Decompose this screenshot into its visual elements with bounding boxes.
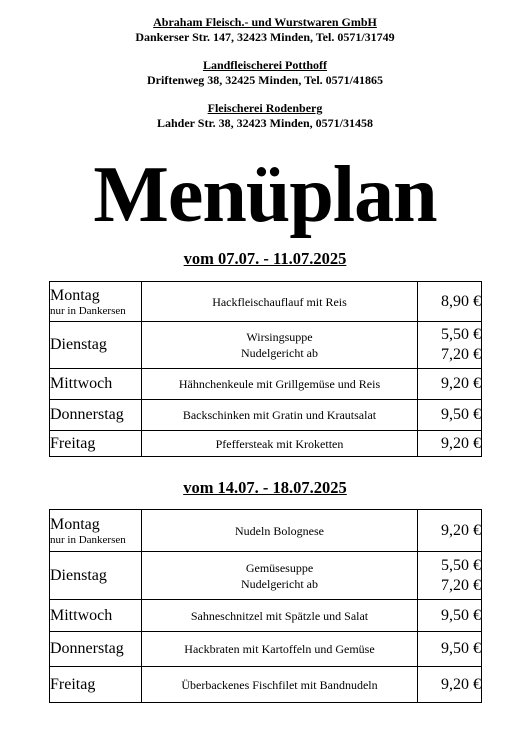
menu-row-montag [50,510,482,552]
day-name: Freitag [50,434,96,452]
shop-1 [0,15,530,45]
dish-cell [142,431,418,457]
price: 9,20 € [441,375,481,392]
price: 7,20 € [441,346,481,363]
day-name: Mittwoch [50,606,113,624]
day-cell [50,667,142,703]
dish-cell [142,510,418,552]
dish-line: Wirsingsuppe [246,330,313,344]
day-name: Freitag [50,675,96,693]
shop-addresses [0,15,530,144]
week-2-menu-table [49,509,482,703]
dish-line: Gemüsesuppe [245,560,314,575]
day-note: nur in Dankersen [50,533,126,546]
dish-cell [142,632,418,667]
price: 5,50 € [441,556,481,574]
week-1-menu-table [49,281,482,457]
day-cell [50,600,142,632]
day-cell [50,552,142,600]
shop-3 [0,101,530,131]
dish-cell [142,600,418,632]
price-cell [418,431,482,457]
shop-address: Driftenweg 38, 32425 Minden, Tel. 0571/41865 [147,73,383,87]
price: 9,50 € [441,606,481,624]
day-name: Montag [50,286,100,304]
menu-row-freitag [50,431,482,457]
menu-row-mittwoch [50,600,482,632]
day-cell [50,369,142,400]
dish-line: Pfeffersteak mit Kroketten [215,436,344,451]
day-name: Mittwoch [50,375,113,392]
menu-row-dienstag [50,552,482,600]
day-note: nur in Dankersen [50,304,126,317]
price: 5,50 € [441,326,481,343]
price-cell [418,400,482,431]
dish-line: Hackbraten mit Kartoffeln und Gemüse [184,642,375,656]
dish-line: Backschinken mit Gratin und Krautsalat [182,408,377,422]
price-cell [418,369,482,400]
day-cell [50,400,142,431]
menu-row-donnerstag [50,632,482,667]
day-cell [50,510,142,552]
dish-line: Hähnchenkeule mit Grillgemüse und Reis [178,377,381,391]
week-2-heading: vom 14.07. - 18.07.2025 [183,478,347,497]
dish-line: Überbackenes Fischfilet mit Bandnudeln [181,677,378,692]
dish-cell [142,369,418,400]
price: 9,20 € [441,434,481,452]
price: 9,20 € [441,675,481,693]
dish-cell [142,322,418,369]
price-cell [418,510,482,552]
dish-cell [142,282,418,322]
menu-row-mittwoch [50,369,482,400]
shop-address: Lahder Str. 38, 32423 Minden, 0571/31458 [156,116,374,130]
day-cell [50,322,142,369]
menu-row-montag [50,282,482,322]
dish-line: Nudeln Bolognese [235,523,324,538]
shop-address: Dankerser Str. 147, 32423 Minden, Tel. 0571/31749 [135,30,395,44]
day-name: Dienstag [50,566,107,584]
price-cell [418,282,482,322]
price-cell [418,667,482,703]
day-name: Montag [50,515,100,533]
price-cell [418,552,482,600]
day-name: Dienstag [50,336,107,353]
day-cell [50,431,142,457]
page-title: Menüplan [93,151,437,239]
week-1-heading: vom 07.07. - 11.07.2025 [183,249,347,268]
price-cell [418,600,482,632]
dish-line: Sahneschnitzel mit Spätzle und Salat [190,608,369,623]
dish-line: Nudelgericht ab [241,576,318,591]
price: 8,90 € [441,292,481,310]
menu-row-donnerstag [50,400,482,431]
price-cell [418,632,482,667]
dish-line: Hackfleischauflauf mit Reis [212,294,347,309]
shop-2 [0,58,530,88]
dish-cell [142,667,418,703]
dish-cell [142,552,418,600]
shop-name: Landfleischerei Potthoff [202,58,328,72]
day-cell [50,282,142,322]
price: 9,50 € [441,406,481,423]
dish-line: Nudelgericht ab [241,346,318,360]
menu-row-freitag [50,667,482,703]
shop-name: Fleischerei Rodenberg [207,101,323,115]
price: 9,20 € [441,521,481,539]
shop-name: Abraham Fleisch.- und Wurstwaren GmbH [153,15,377,29]
price-cell [418,322,482,369]
day-name: Donnerstag [50,640,124,657]
dish-cell [142,400,418,431]
price: 9,50 € [441,640,481,657]
day-name: Donnerstag [50,406,124,423]
menu-row-dienstag [50,322,482,369]
day-cell [50,632,142,667]
price: 7,20 € [441,576,481,594]
